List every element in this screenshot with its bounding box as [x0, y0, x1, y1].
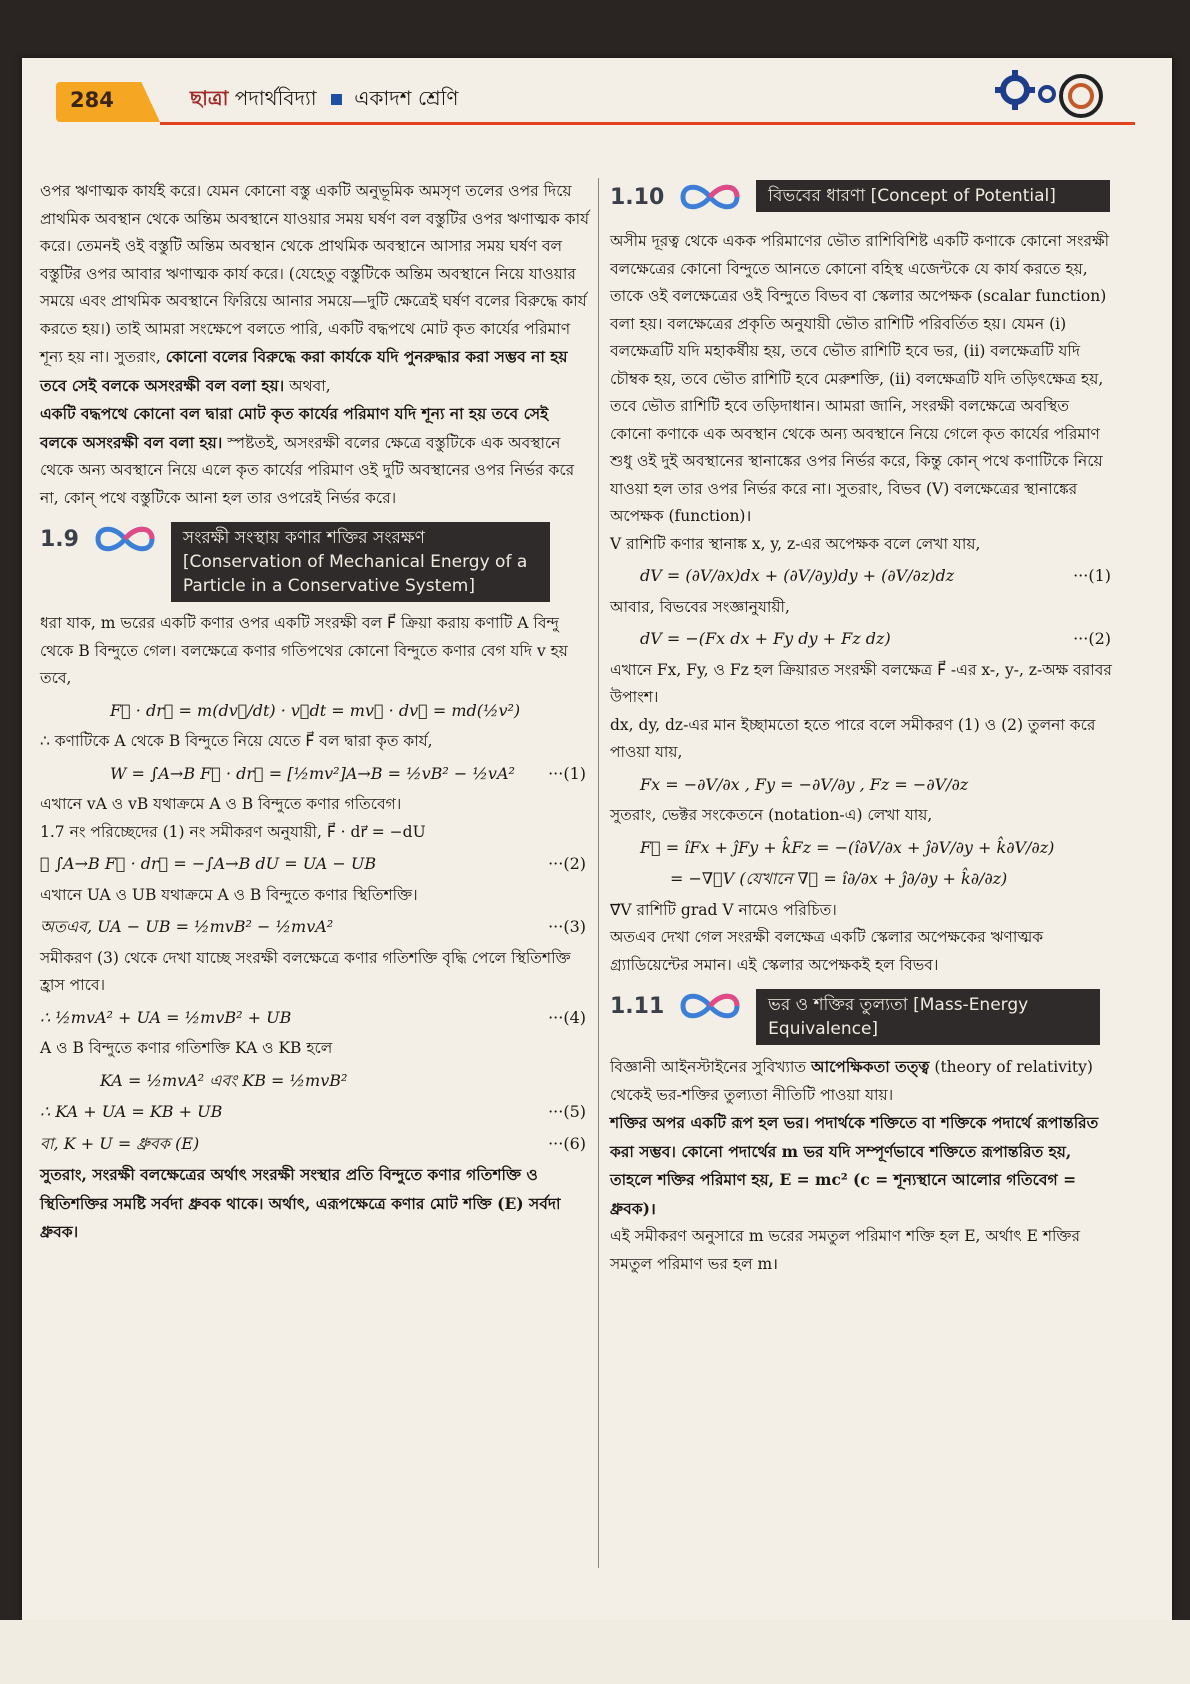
- paragraph: সমীকরণ (3) থেকে দেখা যাচ্ছে সংরক্ষী বলক্ষেত্রে কণার গতিশক্তি বৃদ্ধি পেলে স্থিতিশক্তি হ্রাস পাবে।: [40, 948, 571, 994]
- paragraph: এই সমীকরণ অনুসারে m ভরের সমতুল পরিমাণ শক্তি হল E, অর্থাৎ E শক্তির সমতুল পরিমাণ ভর হল m।: [610, 1227, 1081, 1273]
- conclusion-paragraph: [40, 1161, 590, 1247]
- right-header-area: [610, 180, 1115, 212]
- paragraph: V রাশিটি কণার স্থানাঙ্ক x, y, z-এর অপেক্ষক বলে লেখা যায়,: [610, 534, 981, 553]
- text: বিজ্ঞানী আইনস্টাইনের সুবিখ্যাত: [610, 1058, 811, 1076]
- equation-text: ∴ KA + UA = KB + UB: [40, 1102, 223, 1121]
- equation-1: [610, 562, 1115, 590]
- paragraph: [610, 1109, 1115, 1223]
- bold-term: আপেক্ষিকতা তত্ত্ব: [810, 1057, 930, 1076]
- section-number: 1.10: [610, 185, 665, 210]
- section-title-box: [171, 522, 550, 602]
- equation-6: [40, 1130, 590, 1158]
- column-divider: [598, 178, 599, 1568]
- equation-number: ···(2): [1073, 629, 1111, 648]
- section-title-box: [756, 989, 1100, 1045]
- paragraph: [610, 1053, 1115, 1109]
- equation-5: = −∇⃗V (যেখানে ∇⃗ = î∂/∂x + ĵ∂/∂y + k̂∂/∂z): [670, 869, 1008, 888]
- intro-end: স্পষ্টতই, অসংরক্ষী বলের ক্ষেত্রে বস্তুটিকে এক অবস্থানে থেকে অন্য অবস্থানে নিয়ে এলে কৃত কার্যের পরিমাণ ওই দুটি অবস্থানের ওপর নির্ভর করে না, কোন্ পথে বস্তুটিকে আনা হল তার ওপরেই নির্ভর করে।: [40, 433, 575, 507]
- equation-2: [40, 850, 590, 878]
- equation-3: Fx = −∂V/∂x , Fy = −∂V/∂y , Fz = −∂V/∂z: [640, 774, 969, 794]
- equation: F⃗ · dr⃗ = m(dv⃗/dt) · v⃗dt = mv⃗ · dv⃗ = md(½v²): [110, 700, 521, 720]
- paragraph: আবার, বিভবের সংজ্ঞানুযায়ী,: [610, 597, 790, 616]
- paragraph: অসীম দূরত্ব থেকে একক পরিমাণের ভৌত রাশিবিশিষ্ট একটি কণাকে কোনো সংরক্ষী বলক্ষেত্রের কোনো বিন্দুতে আনতে কোনো বহিস্থ এজেন্টকে যে কার্য করতে হয়, তাকে ওই বলক্ষেত্রের ওই বিন্দুতে বিভব বা স্কেলার অপেক্ষক (scalar function) বলা হয়। বলক্ষেত্রের প্রকৃতি অনুযায়ী ভৌত রাশিটি পরিবর্তিত হয়। যেমন (i) বলক্ষেত্রটি যদি মহাকর্ষীয় হয়, তবে ভৌত রাশিটি হবে ভর, (ii) বলক্ষেত্রটি যদি চৌম্বক হয়, তবে ভৌত রাশিটি হবে মেরুশক্তি, (ii) বলক্ষেত্রটি যদি তড়িৎক্ষেত্র হয়, তবে ভৌত রাশিটি হবে তড়িদাধান। আমরা জানি, সংরক্ষী বলক্ষেত্রে অবস্থিত কোনো কণাকে এক অবস্থান থেকে অন্য অবস্থানে নিয়ে গেলে কৃত কার্যের পরিমাণ শুধু ওই দুই অবস্থানের স্থানাঙ্কের ওপর নির্ভর করে, কিন্তু কোন্ পথে কণাটিকে নিয়ে যাওয়া হল তার ওপর নির্ভর করে না। সুতরাং, বিভব (V) বলক্ষেত্রের স্থানাঙ্কের অপেক্ষক (function)।: [610, 232, 1110, 525]
- page-bottom-band: [0, 1620, 1190, 1684]
- intro-bold-2: একটি বদ্ধপথে কোনো বল দ্বারা মোট কৃত কার্যের পরিমাণ যদি শূন্য না হয় তবে সেই বলকে অসংরক্ষী বল বলা হয়।: [40, 404, 549, 452]
- intro-text: ওপর ঋণাত্মক কার্যই করে। যেমন কোনো বস্তু একটি অনুভূমিক অমসৃণ তলের ওপর দিয়ে প্রাথমিক অবস্থান থেকে অন্তিম অবস্থানে যাওয়ার সময় ঘর্ষণ বল বস্তুটির ওপর ঋণাত্মক কার্য করে। তেমনই ওই বস্তুটি অন্তিম অবস্থান থেকে প্রাথমিক অবস্থানে আসার সময় ঘর্ষণ বল বস্তুটির ওপর আবার ঋণাত্মক কার্য করে। (যেহেতু বস্তুটিকে অন্তিম অবস্থানে নিয়ে যাওয়ার সময়ে এবং প্রাথমিক অবস্থানে ফিরিয়ে আনার সময়ে—দুটি ক্ষেত্রেই ঘর্ষণ বলের বিরুদ্ধে কার্য করতে হয়।) তাই আমরা সংক্ষেপে বলতে পারি, একটি বদ্ধপথে মোট কৃত কার্যের পরিমাণ শূন্য হয় না। সুতরাং,: [40, 182, 589, 366]
- page-header: [40, 68, 1120, 120]
- section-title-bn: সংরক্ষী সংস্থায় কণার শক্তির সংরক্ষণ: [182, 528, 425, 548]
- paragraph: এখানে UA ও UB যথাক্রমে A ও B বিন্দুতে কণার স্থিতিশক্তি।: [40, 885, 418, 904]
- paragraph: ∇⃗V রাশিটি grad V নামেও পরিচিত।: [610, 900, 837, 919]
- subject-name: পদার্থবিদ্যা: [234, 86, 317, 110]
- class-name: একাদশ শ্রেণি: [354, 86, 459, 110]
- equation-number: ···(6): [548, 1133, 586, 1153]
- equation-text: ∴ ½mvA² + UA = ½mvB² + UB: [40, 1007, 292, 1027]
- infinity-icon: [90, 524, 160, 554]
- gear-icon: [985, 68, 1105, 126]
- equation-4: [40, 1004, 590, 1032]
- equation-text: dV = (∂V/∂x)dx + (∂V/∂y)dy + (∂V/∂z)dz: [640, 566, 955, 585]
- section-title-en-2: Particle in a Conservative System]: [182, 576, 475, 596]
- equation-text: ∴ ∫A→B F⃗ · dr⃗ = −∫A→B dU = UA − UB: [40, 854, 377, 873]
- equation-number: ···(3): [548, 917, 586, 936]
- equation-5: [40, 1098, 590, 1126]
- equation-number: ···(4): [548, 1007, 586, 1027]
- section-1-10-header: [610, 180, 1115, 212]
- paragraph: dx, dy, dz-এর মান ইচ্ছামতো হতে পারে বলে সমীকরণ (1) ও (2) তুলনা করে পাওয়া যায়,: [610, 715, 1096, 761]
- equation-2: [610, 625, 1115, 653]
- header-square-icon: [331, 94, 342, 105]
- equation-number: ···(1): [548, 763, 586, 783]
- paragraph: ধরা যাক, m ভরের একটি কণার ওপর একটি সংরক্ষী বল F⃗ ক্রিয়া করায় কণাটি A বিন্দু থেকে B বিন্দুতে গেল। বলক্ষেত্রে কণার গতিপথের কোনো বিন্দুতে কণার বেগ যদি v হয় তবে,: [40, 614, 568, 687]
- section-title-2: Equivalence]: [768, 1019, 879, 1039]
- paragraph: A ও B বিন্দুতে কণার গতিশক্তি KA ও KB হলে: [40, 1039, 333, 1057]
- infinity-icon: [675, 991, 745, 1021]
- equation-text: W = ∫A→B F⃗ · dr⃗ = [½mv²]A→B = ½vB² − ½vA²: [110, 763, 515, 783]
- paragraph: এখানে Fx, Fy, ও Fz হল ক্রিয়ারত সংরক্ষী বলক্ষেত্র F⃗ -এর x-, y-, z-অক্ষ বরাবর উপাংশ।: [610, 660, 1112, 706]
- section-1-9-header: [40, 522, 590, 602]
- equation-text: dV = −(Fx dx + Fy dy + Fz dz): [640, 629, 891, 648]
- brand-name: ছাত্রা: [190, 86, 229, 110]
- intro-paragraph: [40, 178, 590, 512]
- equation-text: বা, K + U = ধ্রুবক (E): [40, 1133, 200, 1153]
- paragraph: এখানে vA ও vB যথাক্রমে A ও B বিন্দুতে কণার গতিবেগ।: [40, 795, 402, 813]
- page-number: 284: [70, 88, 114, 112]
- paragraph: অতএব দেখা গেল সংরক্ষী বলক্ষেত্র একটি স্কেলার অপেক্ষকের ঋণাত্মক গ্র্যাডিয়েন্টের সমান। এই স্কেলার অপেক্ষকই হল বিভব।: [610, 928, 1044, 974]
- header-title: [190, 84, 458, 117]
- equation-number: ···(2): [548, 854, 586, 873]
- right-column: [610, 228, 1115, 1278]
- paragraph: ∴ কণাটিকে A থেকে B বিন্দুতে নিয়ে যেতে F⃗ বল দ্বারা কৃত কার্য,: [40, 732, 433, 750]
- section-title-en-1: [Conservation of Mechanical Energy of a: [182, 552, 528, 572]
- text: (theory of relativity) থেকেই ভর-শক্তির তুল্যতা নীতিটি পাওয়া যায়।: [610, 1058, 1093, 1104]
- equation-4: F⃗ = îFx + ĵFy + k̂Fz = −(î∂V/∂x + ĵ∂V/∂y + k̂∂V/∂z): [640, 837, 1055, 857]
- paragraph: সুতরাং, ভেক্টর সংকেতনে (notation-এ) লেখা যায়,: [610, 806, 933, 824]
- equation-3: [40, 913, 590, 941]
- equation-k: KA = ½mvA² এবং KB = ½mvB²: [100, 1070, 348, 1090]
- equation-text: অতএব, UA − UB = ½mvB² − ½mvA²: [40, 917, 334, 936]
- paragraph: 1.7 নং পরিচ্ছেদের (1) নং সমীকরণ অনুযায়ী, F⃗ · dr⃗ = −dU: [40, 822, 426, 841]
- section-title-1: ভর ও শক্তির তুল্যতা [Mass-Energy: [768, 995, 1029, 1015]
- intro-bold-1: কোনো বলের বিরুদ্ধে করা কার্যকে যদি পুনরুদ্ধার করা সম্ভব না হয় তবে সেই বলকে অসংরক্ষী বল বলা হয়।: [40, 347, 568, 395]
- bold-paragraph: শক্তির অপর একটি রূপ হল ভর। পদার্থকে শক্তিতে বা শক্তিকে পদার্থে রূপান্তরিত করা সম্ভব। কোনো পদার্থের m ভর যদি সম্পূর্ণভাবে শক্তিতে রূপান্তরিত হয়, তাহলে শক্তির পরিমাণ হয়, E = mc² (c = শূন্যস্থানে আলোর গতিবেগ = ধ্রুবক)।: [610, 1113, 1099, 1218]
- equation-1: [40, 760, 590, 788]
- equation-number: ···(1): [1073, 566, 1111, 585]
- left-column: [40, 178, 590, 1247]
- infinity-icon: [675, 182, 745, 212]
- section-1-11-header: [610, 989, 1115, 1045]
- intro-mid: অথবা,: [284, 376, 331, 395]
- section-title-box: বিভবের ধারণা [Concept of Potential]: [756, 180, 1110, 212]
- section-number: 1.9: [40, 527, 79, 552]
- equation-number: ···(5): [548, 1102, 586, 1121]
- conclusion-bold: সুতরাং, সংরক্ষী বলক্ষেত্রের অর্থাৎ সংরক্ষী সংস্থার প্রতি বিন্দুতে কণার গতিশক্তি ও স্থিতিশক্তির সমষ্টি সর্বদা ধ্রুবক থাকে। অর্থাৎ, এরূপক্ষেত্রে কণার মোট শক্তি (E) সর্বদা ধ্রুবক।: [40, 1165, 561, 1241]
- section-number: 1.11: [610, 994, 665, 1019]
